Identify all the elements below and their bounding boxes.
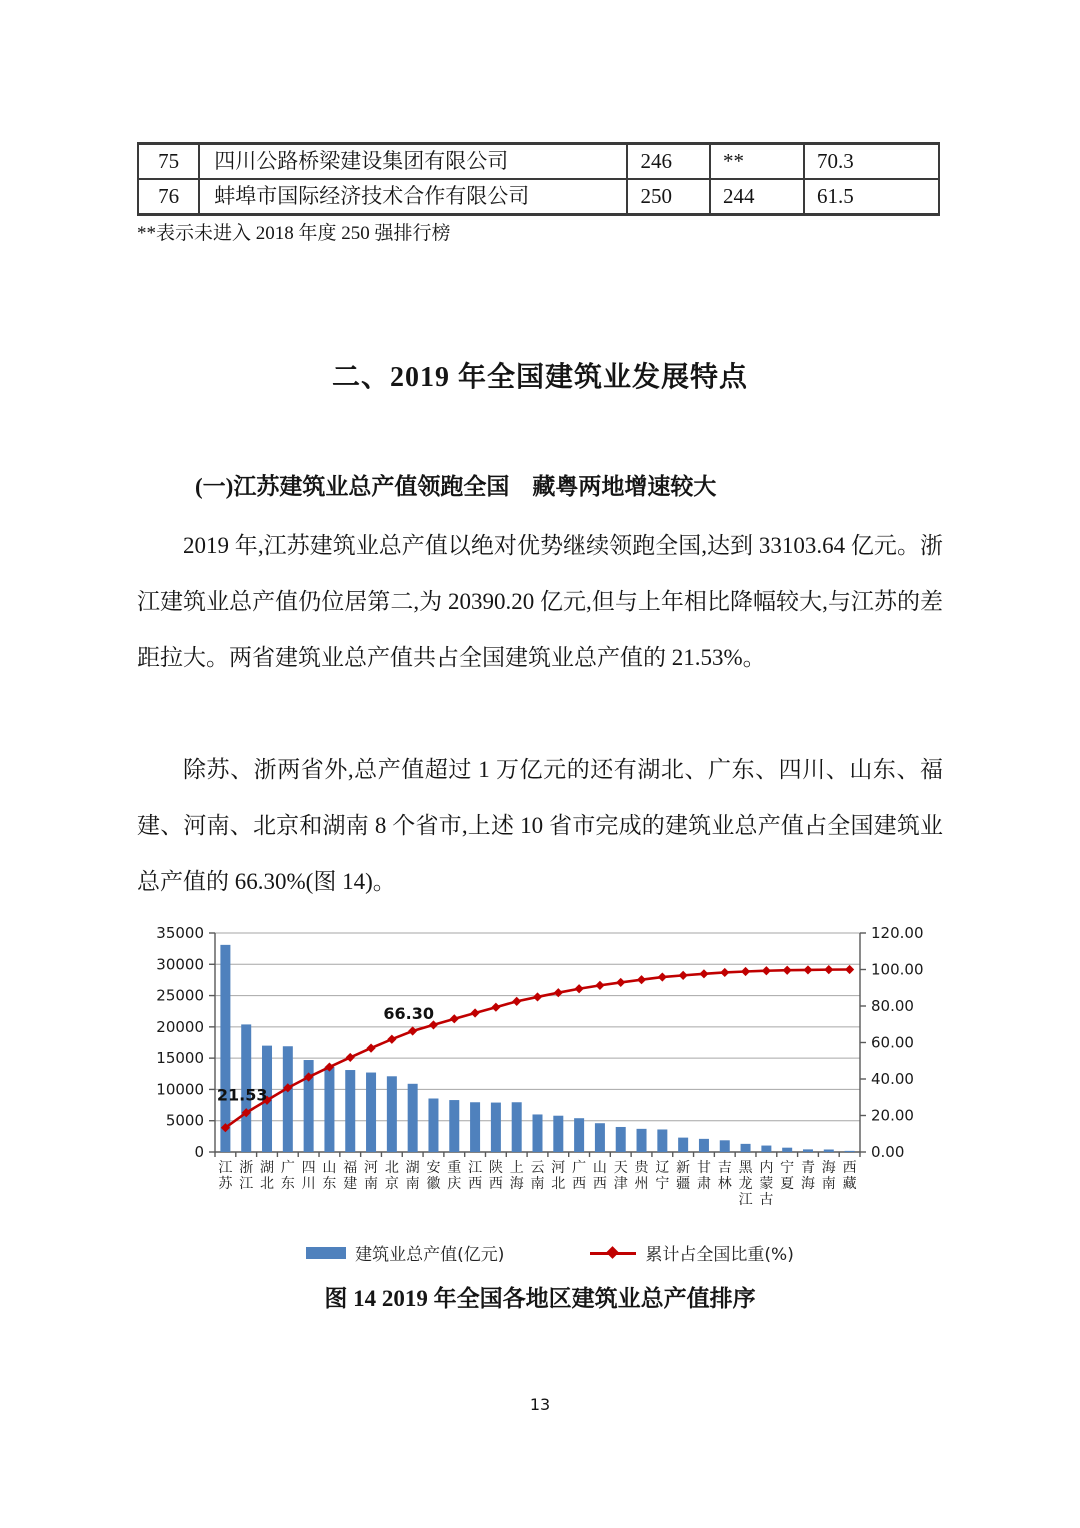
svg-text:20000: 20000 [156,1017,204,1036]
table-cell: 244 [710,179,804,215]
svg-text:湖南: 湖南 [405,1161,420,1192]
legend-item-bar [306,1240,504,1265]
legend-line-label: 累计占全国比重(%) [645,1245,794,1265]
line-series-swatch-icon [590,1247,636,1259]
svg-text:15000: 15000 [156,1049,204,1068]
svg-text:60.00: 60.00 [871,1033,914,1052]
svg-text:四川: 四川 [301,1161,316,1192]
y-axis-right-labels [871,925,924,1161]
paragraph-1: 2019 年,江苏建筑业总产值以绝对优势继续领跑全国,达到 33103.64 亿元。浙江建筑业总产值仍位居第二,为 20390.20 亿元,但与上年相比降幅较大,与江苏的差距拉大。两省建筑业总产值共占全国建筑业总产值的 21.53%。 [137,533,943,670]
table-cell: 70.3 [804,144,939,180]
svg-text:江西: 江西 [468,1161,483,1192]
svg-text:河北: 河北 [551,1161,566,1192]
svg-text:40.00: 40.00 [871,1070,914,1088]
table-cell: 76 [138,179,199,215]
svg-text:重庆: 重庆 [447,1161,462,1192]
svg-text:黑龙江: 黑龙江 [738,1161,753,1208]
legend-bar-label: 建筑业总产值(亿元) [355,1245,505,1265]
svg-text:海南: 海南 [821,1161,836,1192]
svg-text:30000: 30000 [156,955,204,974]
table-cell: 四川公路桥梁建设集团有限公司 [199,144,627,180]
svg-text:20.00: 20.00 [871,1106,914,1125]
svg-text:云南: 云南 [530,1161,545,1192]
svg-text:0: 0 [194,1143,204,1161]
svg-text:10000: 10000 [156,1080,204,1099]
svg-text:广西: 广西 [572,1161,587,1192]
svg-text:广东: 广东 [280,1161,295,1192]
svg-text:山西: 山西 [592,1161,607,1192]
svg-text:湖北: 湖北 [260,1161,275,1192]
table-cell: ** [710,144,804,180]
svg-text:江苏: 江苏 [218,1161,233,1192]
table-cell: 75 [138,144,199,180]
svg-text:河南: 河南 [364,1161,379,1192]
svg-text:青海: 青海 [800,1161,815,1192]
bar-series-swatch-icon [306,1247,346,1259]
subsection-heading: (一)江苏建筑业总产值领跑全国 藏粤两地增速较大 [195,474,717,499]
svg-text:35000: 35000 [156,925,204,942]
svg-text:西藏: 西藏 [842,1161,857,1192]
svg-text:吉林: 吉林 [717,1161,732,1192]
figure-14-chart-block [135,925,965,1265]
svg-text:100.00: 100.00 [871,960,924,979]
svg-text:21.53: 21.53 [216,1085,268,1105]
figure-caption: 图 14 2019 年全国各地区建筑业总产值排序 [324,1286,756,1311]
svg-text:新疆: 新疆 [676,1161,691,1192]
svg-text:安徽: 安徽 [426,1161,441,1192]
table-cell: 蚌埠市国际经济技术合作有限公司 [199,179,627,215]
table-row [138,144,939,180]
svg-text:66.30: 66.30 [383,1004,434,1024]
svg-text:内蒙古: 内蒙古 [759,1161,774,1208]
pareto-chart [135,925,965,1230]
svg-text:宁夏: 宁夏 [780,1161,795,1192]
table-footnote: **表示未进入 2018 年度 250 强排行榜 [137,223,451,244]
table-cell: 250 [627,179,709,215]
svg-text:25000: 25000 [156,986,204,1005]
legend-item-line [590,1240,793,1265]
ranking-table-body [138,144,939,215]
svg-text:上海: 上海 [509,1161,524,1192]
x-axis-labels [218,1159,856,1208]
svg-text:贵州: 贵州 [634,1161,649,1192]
table-cell: 246 [627,144,709,180]
section-heading: 二、2019 年全国建筑业发展特点 [331,362,748,393]
svg-text:陕西: 陕西 [488,1161,503,1192]
svg-text:80.00: 80.00 [871,997,914,1015]
chart-legend [135,1240,965,1265]
paragraph-2: 除苏、浙两省外,总产值超过 1 万亿元的还有湖北、广东、四川、山东、福建、河南、北京和湖南 8 个省市,上述 10 省市完成的建筑业总产值占全国建筑业总产值的 66.30%(图 14)。 [137,757,943,894]
svg-text:浙江: 浙江 [239,1161,254,1192]
page-number: 13 [529,1395,551,1414]
svg-text:天津: 天津 [613,1161,628,1192]
table-cell: 61.5 [804,179,939,215]
table-row [138,179,939,215]
svg-text:5000: 5000 [165,1111,204,1130]
svg-text:甘肃: 甘肃 [696,1161,711,1192]
svg-text:辽宁: 辽宁 [655,1161,670,1192]
svg-text:山东: 山东 [322,1161,337,1192]
svg-text:0.00: 0.00 [871,1143,905,1161]
svg-text:福建: 福建 [343,1161,358,1192]
y-axis-left-labels [156,925,204,1161]
company-ranking-table [137,142,940,216]
chart-cumulative-line [221,965,854,1132]
svg-text:北京: 北京 [384,1161,399,1192]
svg-text:120.00: 120.00 [871,925,924,942]
